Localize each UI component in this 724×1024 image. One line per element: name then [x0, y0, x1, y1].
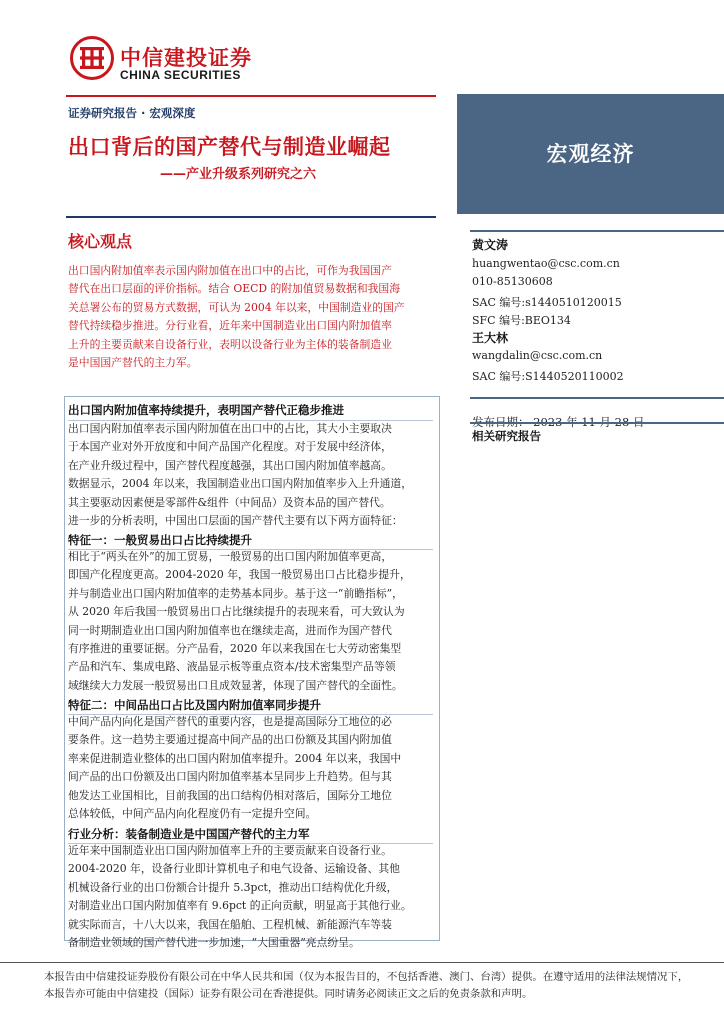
section-heading: 行业分析：装备制造业是中国国产替代的主力军: [68, 827, 310, 841]
section-heading: 特征二：中间品出口占比及国内附加值率同步提升: [68, 698, 321, 712]
body-line: 中间产品内向化是国产替代的重要内容，也是提高国际分工地位的必: [68, 715, 392, 728]
body-line: 2004-2020 年，设备行业即计算机电子和电气设备、运输设备、其他: [68, 862, 400, 876]
section-body: [68, 713, 436, 823]
body-line: 出口国内附加值率表示国内附加值在出口中的占比，其大小主要取决: [68, 422, 392, 435]
section-body: [68, 548, 436, 695]
body-line: 间产品的出口份额及出口国内附加值率基本呈同步上升趋势。但与其: [68, 770, 392, 784]
page-subtitle: ——产业升级系列研究之六: [160, 167, 317, 182]
related-research-heading: 相关研究报告: [472, 429, 541, 443]
category-label: 宏观经济: [546, 142, 635, 166]
logo-english-name: CHINA SECURITIES: [120, 68, 241, 82]
analyst-phone: 010-85130608: [472, 275, 553, 288]
page-title: 出口背后的国产替代与制造业崛起: [68, 135, 391, 159]
body-line: 在产业升级过程中，国产替代程度越强，其出口国内附加值率越高。: [68, 458, 392, 472]
section-heading: 特征一：一般贸易出口占比持续提升: [68, 533, 252, 547]
body-line: 备制造业领域的国产替代进一步加速，“大国重器”亮点纷呈。: [68, 936, 360, 950]
body-line: 并与制造业出口国内附加值率的走势基本同步。基于这一“前瞻指标”，: [68, 586, 403, 600]
body-line: 对制造业出口国内附加值率有 9.6pct 的正向贡献，明显高于其他行业。: [68, 899, 412, 913]
footer-disclaimer-line: 本报告亦可能由中信建投（国际）证券有限公司在香港提供。同时请务必阅读正文之后的免责条款和声明。: [44, 988, 533, 1000]
title-divider: [66, 216, 436, 218]
core-view-text: [68, 262, 438, 372]
header-divider: [66, 95, 436, 97]
core-view-line: 关总署公布的贸易方式数据，可认为 2004 年以来，中国制造业的国产: [68, 300, 405, 314]
body-line: 域继续大力发展一般贸易出口且成效显著，体现了国产替代的全面性。: [68, 678, 403, 692]
body-line: 他发达工业国相比，目前我国的出口结构仍相对落后，国际分工地位: [68, 788, 392, 802]
logo-chinese-name: 中信建投证券: [120, 46, 252, 70]
core-view-heading: 核心观点: [68, 232, 133, 251]
body-line: 产品和汽车、集成电路、液晶显示板等重点资本/技术密集型产品等领: [68, 660, 396, 674]
china-securities-logo-icon: [70, 36, 114, 80]
date-divider: [470, 397, 724, 399]
section-body: [68, 420, 436, 530]
report-type: 证券研究报告 · 宏观深度: [68, 106, 196, 120]
section-heading: 出口国内附加值率持续提升，表明国产替代正稳步推进: [68, 403, 344, 417]
analyst-sac-number: SAC 编号:s1440510120015: [472, 296, 622, 309]
core-view-line: 上升的主要贡献来自设备行业，表明以设备行业为主体的装备制造业: [68, 337, 392, 351]
related-divider: [470, 422, 724, 424]
analyst-name: 黄文涛: [472, 238, 509, 252]
core-view-line: 出口国内附加值率表示国内附加值在出口中的占比，可作为我国国产: [68, 264, 392, 277]
analyst-sac-number: SAC 编号:S1440520110002: [472, 370, 624, 383]
body-line: 数据显示，2004 年以来，我国制造业出口国内附加值率步入上升通道，: [68, 477, 413, 491]
body-line: 于本国产业对外开放度和中间产品国产化程度。对于发展中经济体，: [68, 440, 392, 454]
analyst-email[interactable]: huangwentao@csc.com.cn: [472, 257, 620, 270]
footer-divider: [0, 962, 724, 963]
core-view-line: 替代在出口层面的评价指标。结合 OECD 的附加值贸易数据和我国海: [68, 282, 401, 296]
body-line: 要条件。这一趋势主要通过提高中间产品的出口份额及其国内附加值: [68, 733, 392, 747]
body-line: 从 2020 年后我国一般贸易出口占比继续提升的表现来看，可大致认为: [68, 605, 405, 619]
body-line: 即国产化程度更高。2004-2020 年，我国一般贸易出口占比稳步提升，: [68, 568, 411, 582]
analyst-name: 王大林: [472, 331, 509, 345]
body-line: 总体较低，中间产品内向化程度仍有一定提升空间。: [68, 807, 317, 821]
core-view-line: 替代持续稳步推进。分行业看，近年来中国制造业出口国内附加值率: [68, 319, 392, 333]
analyst-sfc-number: SFC 编号:BEO134: [472, 314, 571, 327]
body-line: 其主要驱动因素便是零部件&组件（中间品）及资本品的国产替代。: [68, 495, 391, 509]
body-line: 近年来中国制造业出口国内附加值率上升的主要贡献来自设备行业。: [68, 844, 392, 857]
body-line: 同一时期制造业出口国内附加值率也在继续走高，进而作为国产替代: [68, 623, 392, 637]
section-body: [68, 842, 436, 952]
body-line: 就实际而言，十八大以来，我国在船舶、工程机械、新能源汽车等装: [68, 917, 392, 931]
body-line: 相比于“两头在外”的加工贸易，一般贸易的出口国内附加值率更高，: [68, 550, 393, 563]
footer-disclaimer-line: 本报告由中信建投证券股份有限公司在中华人民共和国（仅为本报告目的，不包括香港、澳门、台湾）提供。在遵守适用的法律法规情况下，: [44, 971, 689, 983]
core-view-line: 是中国国产替代的主力军。: [68, 356, 198, 370]
analyst-email[interactable]: wangdalin@csc.com.cn: [472, 349, 603, 362]
body-line: 有序推进的重要证据。分产品看，2020 年以来我国在七大劳动密集型: [68, 642, 402, 656]
body-line: 率来促进制造业整体的出口国内附加值率提升。2004 年以来，我国中: [68, 751, 402, 765]
body-line: 机械设备行业的出口份额合计提升 5.3pct，推动出口结构优化升级，: [68, 880, 398, 894]
body-line: 进一步的分析表明，中国出口层面的国产替代主要有以下两方面特征：: [68, 514, 403, 528]
analyst-divider: [470, 230, 724, 232]
